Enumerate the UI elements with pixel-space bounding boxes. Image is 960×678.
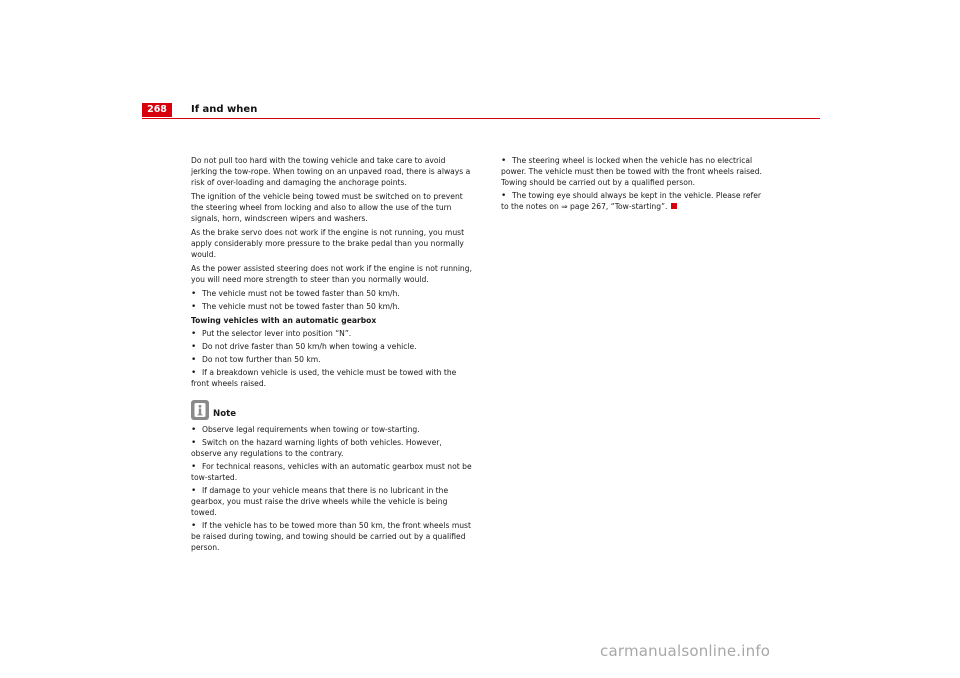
note-label: Note bbox=[213, 409, 237, 419]
list-item: • Observe legal requirements when towing or tow-starting. bbox=[191, 425, 420, 435]
note-heading bbox=[191, 396, 473, 420]
list-item: • Put the selector lever into position “N”. bbox=[191, 329, 352, 339]
list-item: • For technical reasons, vehicles with an automatic gearbox must not be tow-started. bbox=[191, 462, 472, 482]
list-item: • Switch on the hazard warning lights of both vehicles. However, observe any regulations to the contrary. bbox=[191, 438, 442, 458]
paragraph: As the brake servo does not work if the engine is not running, you must apply considerably more pressure to the brake pedal than you normally would. bbox=[191, 228, 465, 259]
section-heading: Towing vehicles with an automatic gearbox bbox=[191, 316, 377, 325]
list-item: • Do not tow further than 50 km. bbox=[191, 355, 321, 365]
section-end-mark bbox=[671, 203, 677, 209]
list-item: • If the vehicle has to be towed more than 50 km, the front wheels must be raised during towing, and towing should be carried out by a qualified person. bbox=[191, 521, 471, 552]
list-item: • If damage to your vehicle means that there is no lubricant in the gearbox, you must raise the drive wheels while the vehicle is being towed. bbox=[191, 486, 449, 517]
paragraph: The ignition of the vehicle being towed must be switched on to prevent the steering wheel from locking and also to allow the use of the turn signals, horn, windscreen wipers and washers. bbox=[191, 192, 463, 223]
list-item: • The vehicle must not be towed faster than 50 km/h. bbox=[191, 289, 400, 299]
list-item: • Do not drive faster than 50 km/h when towing a vehicle. bbox=[191, 342, 417, 352]
list-item: • The vehicle must not be towed faster than 50 km/h. bbox=[191, 302, 400, 312]
list-item: • The steering wheel is locked when the vehicle has no electrical power. The vehicle must then be towed with the front wheels raised. Towing should be carried out by a qualified person. bbox=[501, 156, 762, 187]
cross-reference-link[interactable]: page 267, “Tow-starting”. bbox=[567, 202, 668, 211]
list-item: • If a breakdown vehicle is used, the vehicle must be towed with the front wheels raised. bbox=[191, 368, 457, 388]
list-item: • The towing eye should always be kept in the vehicle. Please refer to the notes on ⇒ page 267, “Tow-starting”. bbox=[501, 191, 761, 211]
page-number: 268 bbox=[142, 103, 172, 117]
header-rule bbox=[142, 118, 820, 119]
cross-reference-arrow-icon: ⇒ bbox=[561, 202, 568, 211]
paragraph: Do not pull too hard with the towing vehicle and take care to avoid jerking the tow-rope. When towing on an unpaved road, there is always a risk of over-loading and damaging the anchorage points. bbox=[191, 156, 471, 187]
paragraph: As the power assisted steering does not work if the engine is not running, you will need more strength to steer than you normally would. bbox=[191, 264, 472, 284]
left-column bbox=[191, 155, 473, 555]
note-info-icon bbox=[191, 400, 209, 420]
right-column bbox=[501, 155, 771, 214]
chapter-title: If and when bbox=[191, 104, 258, 115]
watermark: carmanualsonline.info bbox=[600, 642, 771, 660]
